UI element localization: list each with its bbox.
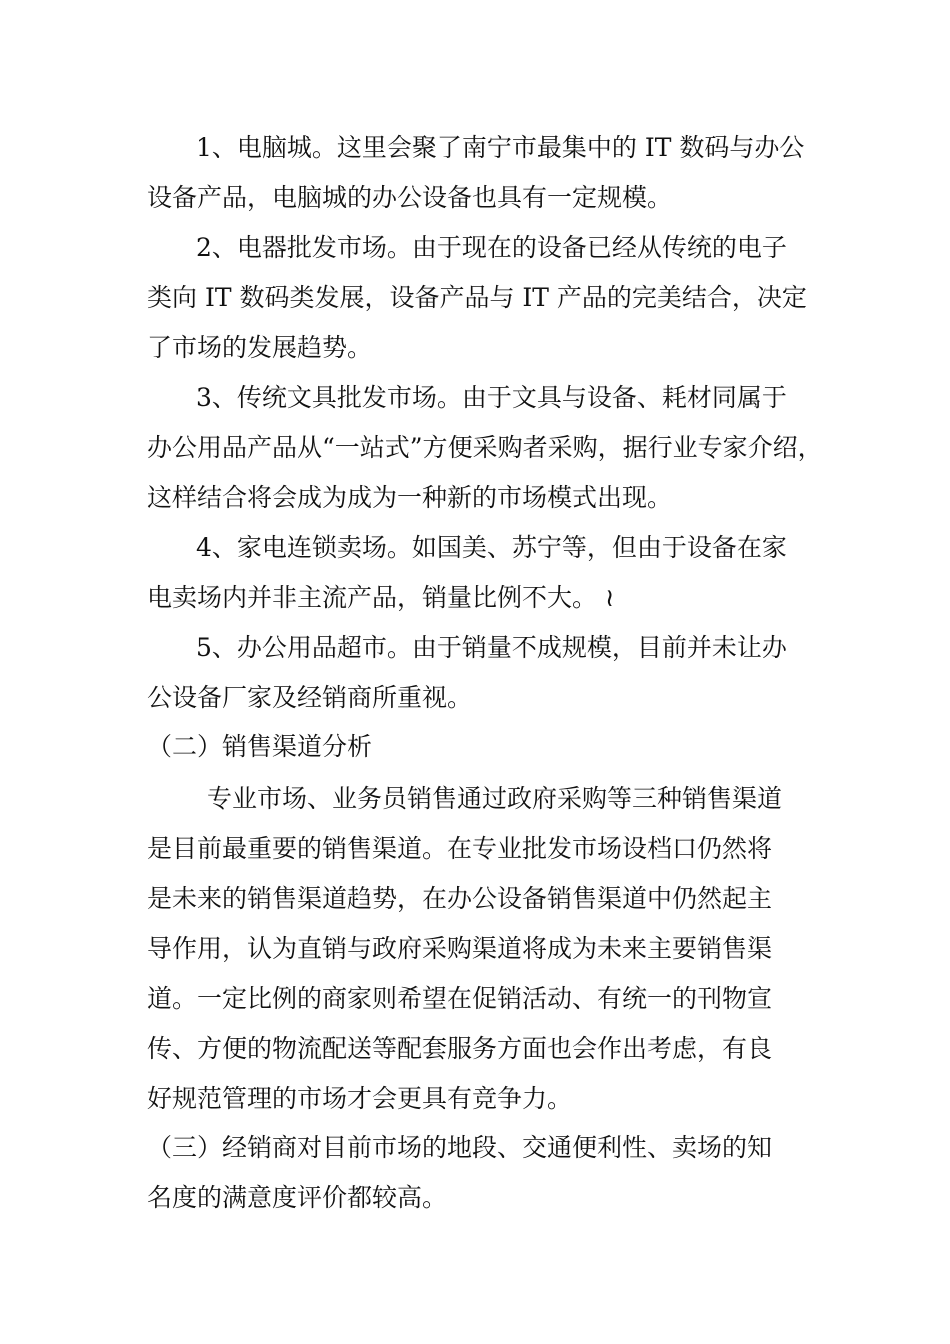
section-2-line-4: 导作用，认为直销与政府采购渠道将成为未来主要销售渠: [147, 934, 773, 963]
item-3-line-3: 这样结合将会成为成为一种新的市场模式出现。: [147, 483, 673, 512]
item-3-line-2: 办公用品产品从“一站式”方便采购者采购，据行业专家介绍，: [147, 433, 823, 462]
item-3-line-1: 3、传统文具批发市场。由于文具与设备、耗材同属于: [196, 383, 787, 412]
item-2-line-3: 了市场的发展趋势。: [147, 333, 373, 362]
section-2-line-1: 专业市场、业务员销售通过政府采购等三种销售渠道: [207, 784, 783, 813]
section-heading-2: （二）销售渠道分析: [147, 732, 373, 761]
section-heading-3-line-2: 名度的满意度评价都较高。: [147, 1183, 448, 1212]
section-2-line-6: 传、方便的物流配送等配套服务方面也会作出考虑，有良: [147, 1034, 773, 1063]
section-2-line-3: 是未来的销售渠道趋势，在办公设备销售渠道中仍然起主: [147, 884, 773, 913]
item-1-line-2: 设备产品，电脑城的办公设备也具有一定规模。: [147, 183, 673, 212]
item-5-line-2: 公设备厂家及经销商所重视。: [147, 683, 473, 712]
section-2-line-2: 是目前最重要的销售渠道。在专业批发市场设档口仍然将: [147, 834, 773, 863]
item-5-line-1: 5、办公用品超市。由于销量不成规模，目前并未让办: [196, 633, 787, 662]
item-4-line-1: 4、家电连锁卖场。如国美、苏宁等，但由于设备在家: [196, 533, 787, 562]
item-1-line-1: 1、电脑城。这里会聚了南宁市最集中的 IT 数码与办公: [196, 133, 805, 162]
section-2-line-5: 道。一定比例的商家则希望在促销活动、有统一的刊物宣: [147, 984, 773, 1013]
section-2-line-7: 好规范管理的市场才会更具有竞争力。: [147, 1084, 573, 1113]
section-heading-3-line-1: （三）经销商对目前市场的地段、交通便利性、卖场的知: [147, 1133, 773, 1162]
item-2-line-1: 2、电器批发市场。由于现在的设备已经从传统的电子: [196, 233, 787, 262]
item-4-line-2: 电卖场内并非主流产品，销量比例不大。 ≀: [147, 583, 615, 612]
item-2-line-2: 类向 IT 数码类发展，设备产品与 IT 产品的完美结合，决定: [147, 283, 807, 312]
